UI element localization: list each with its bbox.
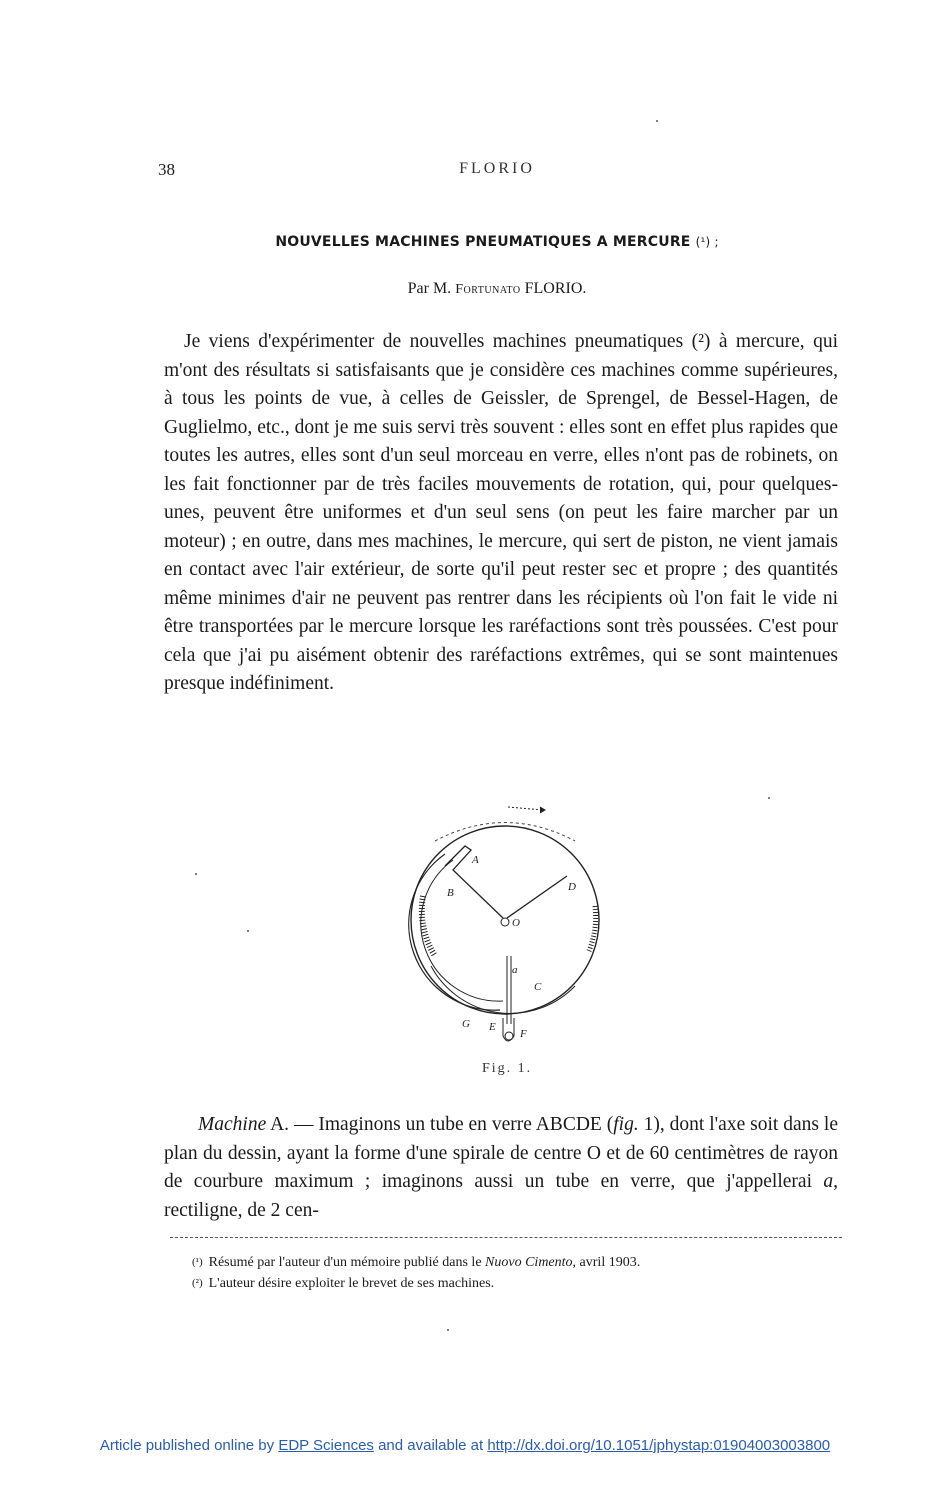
fig-ref: fig. [613,1114,639,1135]
edp-sciences-link[interactable]: EDP Sciences [278,1437,374,1454]
figure-caption: Fig. 1. [482,1061,533,1076]
footnote-1-text-a: Résumé par l'auteur d'un mémoire publié dans le [208,1255,486,1270]
article-title [0,234,930,250]
label-a: a [512,964,518,976]
outer-dashed-arc [435,823,575,842]
paragraph-2-part-a: A. — Imaginons un tube en verre ABCDE ( [266,1114,614,1135]
mercury-hatched-right [589,906,596,951]
paragraph-2-part-b: 1), dont l'axe soit dans le plan du dessin, ayant la forme d'une spirale de centre O et de 60 centimètres de rayon de courbure maximum ; imaginons aussi un tube en verre, que j'appellerai [164,1114,838,1192]
figure-1-diagram [395,796,620,1056]
scan-speck [247,930,249,932]
footnote-1-journal: Nuovo Cimento [485,1255,573,1270]
label-C: C [534,981,542,993]
page-number: 38 [158,160,175,179]
footer-prefix: Article published online by [99,1437,279,1454]
scan-speck [768,797,770,799]
scan-speck [195,873,197,875]
footer-middle: and available at [373,1437,488,1454]
label-G: G [462,1018,470,1030]
body-paragraph-2 [164,1111,838,1225]
doi-link[interactable]: http://dx.doi.org/10.1051/jphystap:01904003003800 [487,1437,831,1454]
tube-arm-OD [507,876,567,918]
label-E: E [489,1021,496,1033]
footnote-2-text: L'auteur désire exploiter le brevet de ses machines. [208,1276,495,1291]
running-head: FLORIO [459,160,535,177]
publication-footer [0,1437,930,1454]
footnote-2 [192,1273,852,1294]
author-prefix: Par M. [407,280,452,297]
label-B: B [447,887,454,899]
footnote-2-mark: (²) [192,1277,203,1289]
mercury-hatched-left [422,896,435,956]
label-F: F [520,1028,527,1040]
scan-speck [656,120,658,122]
body-paragraph-1: Je viens d'expérimenter de nouvelles machines pneumatiques (²) à mercure, qui m'ont des résultats si satisfaisants que je considère ces machines comme supérieures, à tous les points de vue, à celles de Geissler, de Sprengel, de Bessel-Hagen, de Guglielmo, etc., dont je me suis servi très souvent : elles sont en effet plus rapides que toutes les autres, elles sont d'un seul morceau en verre, elles n'ont pas de robinets, on les fait fonctionner par de très faciles mouvements de rotation, qui, pour quelques-unes, peuvent être uniformes et d'un seul sens (on peut les faire marcher par un moteur) ; en outre, dans mes machines, le mercure, qui sert de piston, ne vient jamais en contact avec l'air extérieur, de sorte qu'il peut rester sec et propre ; des quantités même minimes d'air ne peuvent pas rentrer dans les récipients où l'on fait le vide ni être transportées par le mercure lorsque les raréfactions sont très poussées. C'est pour cela que j'ai pu aisément obtenir des raréfactions extrêmes, qui se sont maintenues presque indéfiniment. [164,331,838,694]
variable-a: a [823,1171,834,1192]
footnote-separator [170,1237,842,1238]
title-footnote-ref: (¹) ; [695,235,719,249]
author-first-name: Fortunato [455,282,521,297]
rotation-arrow [508,807,545,813]
center-bulb-O [501,918,509,926]
label-A: A [472,854,479,866]
footnote-1-mark: (¹) [192,1256,203,1268]
label-D: D [568,881,576,893]
author-last-name: FLORIO. [524,280,587,297]
label-O: O [512,917,520,929]
machine-label: Machine [198,1114,267,1135]
footnotes [192,1252,852,1294]
paragraph-2-part-c: , rectiligne, de 2 cen- [164,1171,838,1221]
article-title-text: NOUVELLES MACHINES PNEUMATIQUES A MERCURE [275,234,691,250]
footnote-1 [192,1252,852,1273]
footnote-1-text-b: , avril 1903. [572,1255,641,1270]
author-line [0,280,930,298]
scan-speck [447,1329,449,1331]
